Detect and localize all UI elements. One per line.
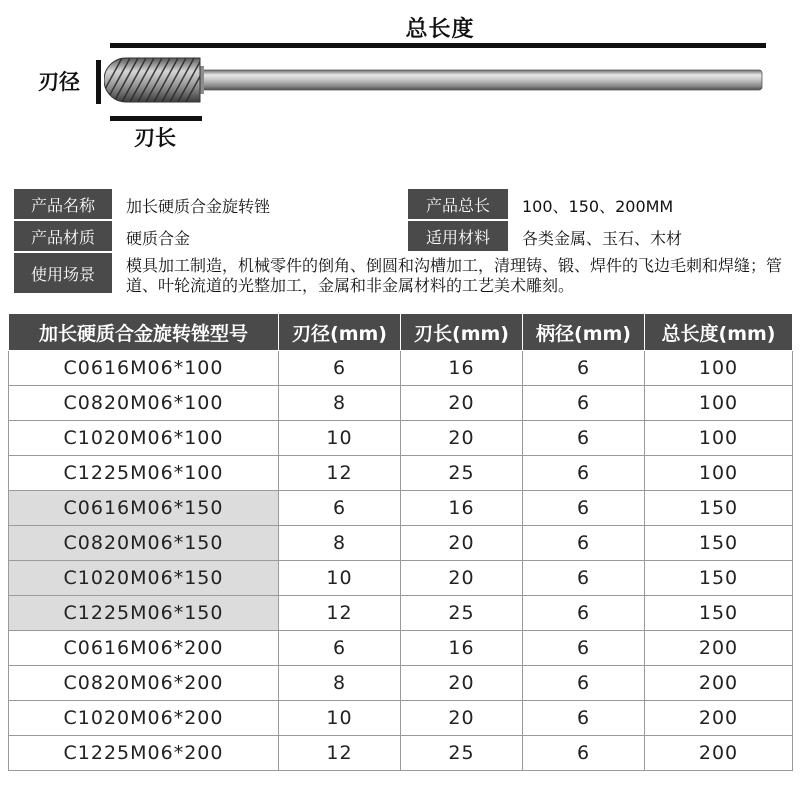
total-length-label: 总长度 [405,17,475,42]
header-blade-length: 刃长(mm) [401,314,523,351]
table-row [9,736,793,771]
table-row [9,386,793,421]
cell-blade-diameter: 8 [279,386,401,421]
table-row [9,526,793,561]
table-row [9,351,793,386]
cell-total-length: 100 [645,456,793,491]
cell-model: C0820M06*200 [9,666,279,701]
blade-diameter-dimension-line [96,60,101,104]
cell-blade-length: 20 [401,561,523,596]
cell-blade-length: 20 [401,421,523,456]
cell-total-length: 200 [645,631,793,666]
cell-total-length: 100 [645,351,793,386]
cell-total-length: 200 [645,736,793,771]
cell-model: C1225M06*100 [9,456,279,491]
cell-blade-diameter: 10 [279,561,401,596]
cell-blade-length: 25 [401,736,523,771]
blade-length-dimension-line [110,116,202,121]
spec-name-value: 加长硬质合金旋转锉 [126,197,271,216]
cell-blade-diameter: 12 [279,456,401,491]
table-header-row [9,314,793,351]
header-total-length: 总长度(mm) [645,314,793,351]
table-row [9,631,793,666]
cell-total-length: 100 [645,421,793,456]
cell-blade-diameter: 6 [279,351,401,386]
tool-shank [198,70,762,90]
cell-model: C1020M06*150 [9,561,279,596]
cell-model: C1020M06*100 [9,421,279,456]
spec-applicable-value: 各类金属、玉石、木材 [522,229,683,248]
cell-shank-diameter: 6 [523,631,645,666]
cell-shank-diameter: 6 [523,351,645,386]
cell-model: C0820M06*100 [9,386,279,421]
spec-applicable-label: 适用材料 [408,221,508,251]
cell-shank-diameter: 6 [523,456,645,491]
spec-name-label: 产品名称 [14,189,112,219]
blade-length-label: 刃长 [134,126,176,150]
table-row [9,666,793,701]
cell-blade-length: 25 [401,456,523,491]
cell-blade-diameter: 12 [279,736,401,771]
spec-length-label: 产品总长 [408,189,508,219]
cell-shank-diameter: 6 [523,666,645,701]
cell-shank-diameter: 6 [523,736,645,771]
cell-blade-diameter: 12 [279,596,401,631]
cell-total-length: 200 [645,666,793,701]
cell-model: C1225M06*200 [9,736,279,771]
cell-model: C0616M06*100 [9,351,279,386]
cell-total-length: 150 [645,596,793,631]
cell-model: C0616M06*200 [9,631,279,666]
spec-material-label: 产品材质 [14,221,112,251]
cell-total-length: 150 [645,561,793,596]
cell-shank-diameter: 6 [523,596,645,631]
cell-blade-length: 16 [401,491,523,526]
cell-total-length: 100 [645,386,793,421]
header-shank-diameter: 柄径(mm) [523,314,645,351]
cell-shank-diameter: 6 [523,386,645,421]
table-row [9,421,793,456]
cell-blade-length: 20 [401,386,523,421]
spec-material-value: 硬质合金 [126,229,191,248]
blade-diameter-label: 刃径 [38,70,80,94]
cell-total-length: 150 [645,526,793,561]
cell-blade-length: 16 [401,631,523,666]
cell-model: C1225M06*150 [9,596,279,631]
carbide-burr-tool-image [104,52,768,108]
spec-usage-label: 使用场景 [14,253,112,293]
cell-shank-diameter: 6 [523,701,645,736]
table-row [9,701,793,736]
cell-total-length: 150 [645,491,793,526]
spec-usage-value: 模具加工制造，机械零件的倒角、倒圆和沟槽加工，清理铸、锻、焊件的飞边毛刺和焊缝；管道、叶轮流道的光整加工，金属和非金属材料的工艺美术雕刻。 [126,256,783,295]
cell-blade-length: 25 [401,596,523,631]
cell-blade-diameter: 10 [279,701,401,736]
cell-shank-diameter: 6 [523,421,645,456]
tool-cutting-head [104,58,210,102]
cell-blade-length: 16 [401,351,523,386]
cell-blade-diameter: 8 [279,526,401,561]
cell-model: C0616M06*150 [9,491,279,526]
total-length-dimension-line [110,43,766,48]
header-model: 加长硬质合金旋转锉型号 [9,314,279,351]
cell-model: C1020M06*200 [9,701,279,736]
cell-shank-diameter: 6 [523,561,645,596]
cell-blade-diameter: 10 [279,421,401,456]
cell-model: C0820M06*150 [9,526,279,561]
cell-shank-diameter: 6 [523,526,645,561]
header-blade-diameter: 刃径(mm) [279,314,401,351]
cell-blade-diameter: 8 [279,666,401,701]
model-spec-table [8,313,793,771]
cell-blade-diameter: 6 [279,631,401,666]
cell-blade-length: 20 [401,666,523,701]
cell-shank-diameter: 6 [523,491,645,526]
table-row [9,561,793,596]
table-row [9,456,793,491]
cell-blade-length: 20 [401,701,523,736]
spec-length-value: 100、150、200MM [522,197,674,216]
cell-blade-diameter: 6 [279,491,401,526]
cell-total-length: 200 [645,701,793,736]
cell-blade-length: 20 [401,526,523,561]
product-diagram [0,0,800,160]
table-row [9,596,793,631]
table-row [9,491,793,526]
